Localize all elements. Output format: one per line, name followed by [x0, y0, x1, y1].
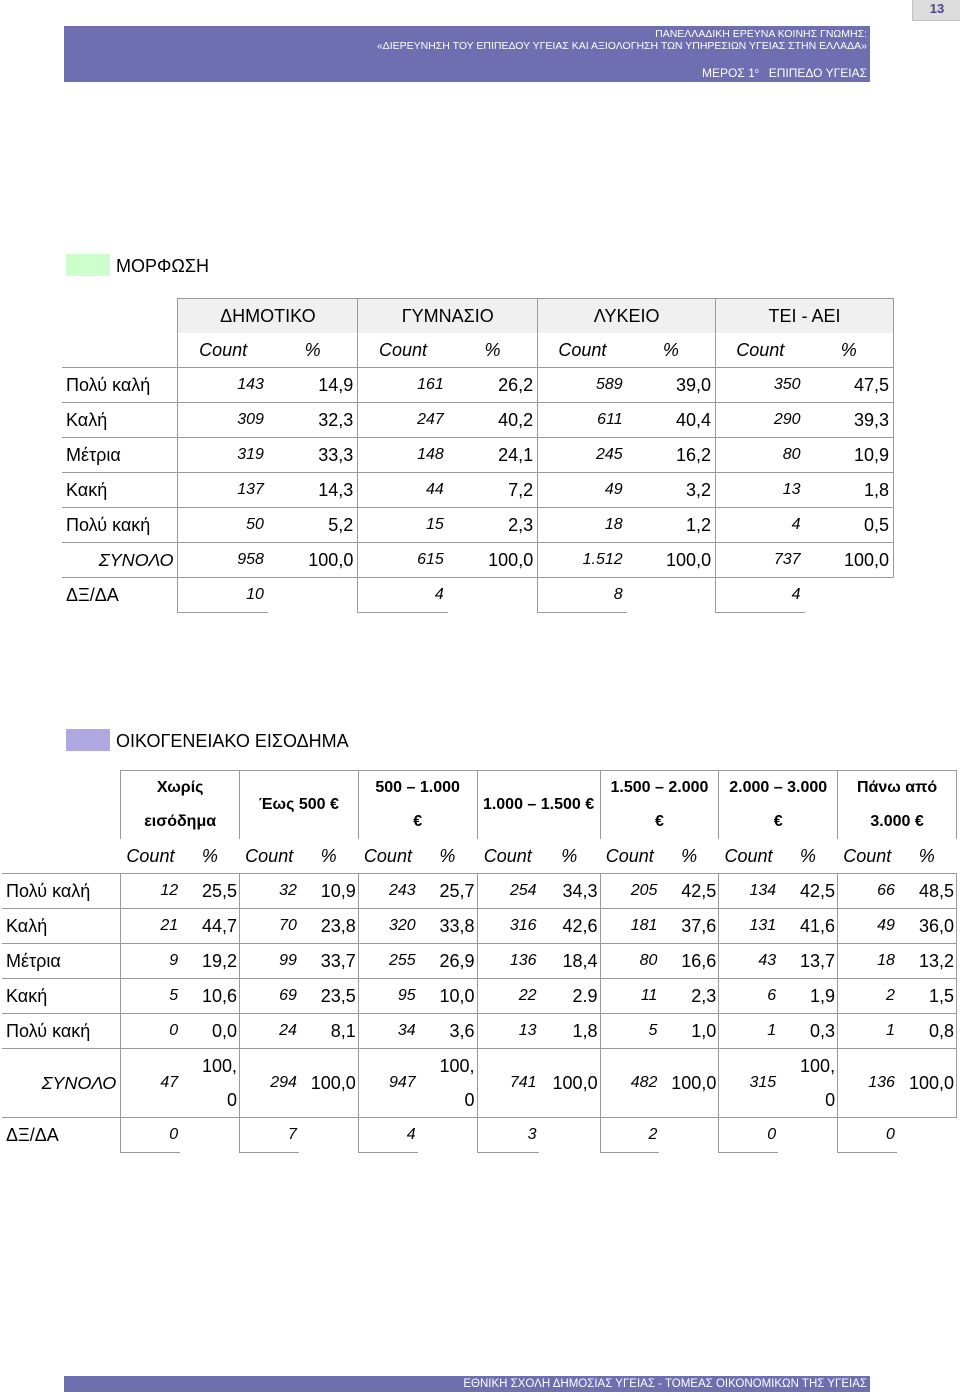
count-cell: 95	[358, 979, 417, 1014]
percent-cell: 39,3	[805, 403, 894, 438]
na-count-cell: 4	[358, 1118, 417, 1153]
row-label: Καλή	[2, 909, 121, 944]
count-cell: 1	[719, 1014, 778, 1049]
count-cell: 181	[600, 909, 659, 944]
education-table	[62, 298, 894, 613]
percent-header: %	[448, 333, 538, 368]
count-cell: 5	[121, 979, 180, 1014]
percent-cell: 3,2	[627, 473, 716, 508]
percent-cell: 34,3	[539, 874, 601, 909]
income-group-label: Έως 500 €	[258, 796, 339, 813]
income-group-label-top: Πάνω από	[856, 779, 938, 796]
corner-cell	[62, 299, 178, 334]
percent-cell: 0,8	[897, 1014, 957, 1049]
count-cell: 137	[178, 473, 268, 508]
income-table	[2, 770, 957, 1153]
percent-header: %	[439, 845, 456, 866]
percent-cell: 23,8	[299, 909, 358, 944]
group-header: ΛΥΚΕΙΟ	[538, 299, 716, 334]
percent-cell: 2,3	[659, 979, 718, 1014]
section-title-education: ΜΟΡΦΩΣΗ	[116, 256, 209, 276]
row-label: Κακή	[2, 979, 121, 1014]
na-row	[2, 1118, 957, 1153]
count-cell: 143	[178, 368, 268, 403]
table-row	[62, 508, 894, 543]
header-part-suffix: ΕΠΙΠΕΔΟ ΥΓΕΙΑΣ	[768, 66, 867, 80]
count-cell: 11	[600, 979, 659, 1014]
total-percent-cell: 100,0	[448, 543, 538, 578]
percent-header: %	[918, 845, 935, 866]
section-marker-income	[66, 729, 110, 751]
count-header: Count	[126, 845, 175, 866]
income-group-label-bottom: εισόδημα	[144, 813, 217, 830]
percent-cell: 33,7	[299, 944, 358, 979]
na-empty-cell	[539, 1118, 601, 1153]
count-cell: 5	[600, 1014, 659, 1049]
total-row	[62, 543, 894, 578]
header-survey-title: ΠΑΝΕΛΛΑΔΙΚΗ ΕΡΕΥΝΑ ΚΟΙΝΗΣ ΓΝΩΜΗΣ:	[655, 28, 867, 40]
count-cell: 1	[838, 1014, 897, 1049]
count-cell: 247	[358, 403, 448, 438]
count-cell: 12	[121, 874, 180, 909]
income-group-header	[600, 771, 719, 840]
count-header: Count	[483, 845, 532, 866]
percent-header: %	[681, 845, 698, 866]
header-part-sup: ο	[754, 68, 759, 75]
percent-cell: 10,6	[180, 979, 239, 1014]
count-cell: 49	[538, 473, 627, 508]
na-count-cell: 0	[838, 1118, 897, 1153]
count-cell: 290	[716, 403, 805, 438]
table-row	[62, 438, 894, 473]
na-label: ΔΞ/ΔΑ	[2, 1118, 121, 1153]
percent-cell: 1,0	[659, 1014, 718, 1049]
count-cell: 22	[477, 979, 539, 1014]
percent-cell: 23,5	[299, 979, 358, 1014]
percent-cell: 44,7	[180, 909, 239, 944]
total-count-cell: 741	[477, 1049, 539, 1118]
corner-cell	[2, 839, 121, 874]
total-percent-cell: 100,0	[299, 1049, 358, 1118]
count-cell: 4	[716, 508, 805, 543]
count-cell: 134	[719, 874, 778, 909]
percent-cell: 2,3	[448, 508, 538, 543]
count-cell: 254	[477, 874, 539, 909]
row-label: Κακή	[62, 473, 178, 508]
table-row	[2, 874, 957, 909]
count-cell: 13	[716, 473, 805, 508]
na-row	[62, 578, 894, 613]
percent-cell: 37,6	[659, 909, 718, 944]
percent-header: %	[627, 333, 716, 368]
na-count-cell: 0	[719, 1118, 778, 1153]
percent-cell: 1,8	[539, 1014, 601, 1049]
percent-cell: 41,6	[778, 909, 837, 944]
section-title-income: ΟΙΚΟΓΕΝΕΙΑΚΟ ΕΙΣΟΔΗΜΑ	[116, 731, 349, 751]
na-count-cell: 2	[600, 1118, 659, 1153]
na-empty-cell	[418, 1118, 477, 1153]
count-cell: 43	[719, 944, 778, 979]
percent-header: %	[805, 333, 894, 368]
na-count-cell: 0	[121, 1118, 180, 1153]
count-header: Count	[716, 333, 805, 368]
percent-cell: 16,2	[627, 438, 716, 473]
na-count-cell: 10	[178, 578, 268, 613]
na-count-cell: 4	[358, 578, 448, 613]
percent-cell: 5,2	[268, 508, 358, 543]
header-part-prefix: ΜΕΡΟΣ 1	[702, 66, 755, 80]
count-cell: 50	[178, 508, 268, 543]
percent-cell: 26,9	[418, 944, 477, 979]
percent-cell: 0,5	[805, 508, 894, 543]
header-part	[702, 65, 867, 80]
income-group-header	[838, 771, 957, 840]
total-count-cell: 947	[358, 1049, 417, 1118]
count-cell: 32	[240, 874, 299, 909]
count-cell: 80	[600, 944, 659, 979]
count-cell: 350	[716, 368, 805, 403]
total-count-cell: 737	[716, 543, 805, 578]
count-cell: 589	[538, 368, 627, 403]
group-header-row	[62, 299, 894, 334]
percent-cell: 42,6	[539, 909, 601, 944]
table-row	[62, 368, 894, 403]
income-group-header	[121, 771, 240, 840]
count-cell: 255	[358, 944, 417, 979]
subheader-row	[62, 333, 894, 368]
percent-cell: 10,9	[299, 874, 358, 909]
count-cell: 49	[838, 909, 897, 944]
count-cell: 319	[178, 438, 268, 473]
total-percent-cell: 100, 0	[418, 1049, 477, 1118]
document-header	[64, 26, 870, 82]
count-cell: 136	[477, 944, 539, 979]
count-cell: 2	[838, 979, 897, 1014]
total-count-cell: 136	[838, 1049, 897, 1118]
percent-cell: 42,5	[778, 874, 837, 909]
group-header-row	[2, 771, 957, 840]
percent-cell: 33,3	[268, 438, 358, 473]
document-footer	[64, 1376, 870, 1392]
percent-cell: 0,0	[180, 1014, 239, 1049]
na-empty-cell	[268, 578, 358, 613]
count-cell: 66	[838, 874, 897, 909]
income-group-header	[240, 771, 359, 840]
table-row	[62, 473, 894, 508]
count-cell: 205	[600, 874, 659, 909]
total-count-cell: 958	[178, 543, 268, 578]
na-count-cell: 8	[538, 578, 627, 613]
row-label: Μέτρια	[2, 944, 121, 979]
percent-cell: 10,0	[418, 979, 477, 1014]
group-header: ΤΕΙ - ΑΕΙ	[716, 299, 894, 334]
na-count-cell: 7	[240, 1118, 299, 1153]
total-percent-cell: 100,0	[627, 543, 716, 578]
table-row	[2, 909, 957, 944]
percent-cell: 42,5	[659, 874, 718, 909]
page-number: 13	[912, 0, 960, 21]
count-cell: 161	[358, 368, 448, 403]
count-cell: 44	[358, 473, 448, 508]
count-header: Count	[538, 333, 627, 368]
percent-header: %	[561, 845, 578, 866]
percent-cell: 10,9	[805, 438, 894, 473]
total-percent-cell: 100,0	[539, 1049, 601, 1118]
count-header: Count	[605, 845, 654, 866]
na-label: ΔΞ/ΔΑ	[62, 578, 178, 613]
percent-header: %	[799, 845, 816, 866]
count-cell: 70	[240, 909, 299, 944]
percent-cell: 32,3	[268, 403, 358, 438]
na-empty-cell	[180, 1118, 239, 1153]
table-row	[62, 403, 894, 438]
count-cell: 18	[838, 944, 897, 979]
percent-header: %	[320, 845, 337, 866]
count-cell: 99	[240, 944, 299, 979]
count-header: Count	[358, 333, 448, 368]
percent-cell: 8,1	[299, 1014, 358, 1049]
percent-cell: 39,0	[627, 368, 716, 403]
na-count-cell: 3	[477, 1118, 539, 1153]
percent-cell: 13,7	[778, 944, 837, 979]
count-cell: 148	[358, 438, 448, 473]
na-count-cell: 4	[716, 578, 805, 613]
percent-cell: 16,6	[659, 944, 718, 979]
na-empty-cell	[448, 578, 538, 613]
percent-cell: 40,4	[627, 403, 716, 438]
subheader-row	[2, 839, 957, 874]
total-count-cell: 315	[719, 1049, 778, 1118]
income-group-label-bottom: 3.000 €	[870, 813, 924, 830]
count-cell: 245	[538, 438, 627, 473]
income-group-header	[477, 771, 600, 840]
corner-cell	[62, 333, 178, 368]
count-cell: 320	[358, 909, 417, 944]
count-header: Count	[363, 845, 412, 866]
total-label: ΣΥΝΟΛΟ	[62, 543, 178, 578]
percent-cell: 26,2	[448, 368, 538, 403]
count-cell: 15	[358, 508, 448, 543]
percent-cell: 14,9	[268, 368, 358, 403]
count-cell: 80	[716, 438, 805, 473]
table-row	[2, 1014, 957, 1049]
income-group-label-bottom: €	[655, 813, 664, 830]
percent-cell: 0,3	[778, 1014, 837, 1049]
row-label: Πολύ καλή	[62, 368, 178, 403]
percent-cell: 25,7	[418, 874, 477, 909]
total-count-cell: 47	[121, 1049, 180, 1118]
row-label: Καλή	[62, 403, 178, 438]
income-group-label-top: 2.000 – 3.000	[729, 779, 828, 796]
income-group-label: 1.000 – 1.500 €	[482, 796, 595, 813]
income-group-header	[358, 771, 477, 840]
income-group-label-top: 1.500 – 2.000	[610, 779, 709, 796]
percent-cell: 2.9	[539, 979, 601, 1014]
count-cell: 13	[477, 1014, 539, 1049]
count-cell: 9	[121, 944, 180, 979]
group-header: ΔΗΜΟΤΙΚΟ	[178, 299, 358, 334]
count-cell: 316	[477, 909, 539, 944]
income-group-header	[719, 771, 838, 840]
percent-cell: 13,2	[897, 944, 957, 979]
total-count-cell: 1.512	[538, 543, 627, 578]
total-count-cell: 294	[240, 1049, 299, 1118]
percent-cell: 1,9	[778, 979, 837, 1014]
percent-cell: 33,8	[418, 909, 477, 944]
corner-cell	[2, 771, 121, 840]
table-row	[2, 944, 957, 979]
count-cell: 6	[719, 979, 778, 1014]
percent-cell: 47,5	[805, 368, 894, 403]
percent-cell: 40,2	[448, 403, 538, 438]
na-empty-cell	[299, 1118, 358, 1153]
count-cell: 24	[240, 1014, 299, 1049]
percent-cell: 1,8	[805, 473, 894, 508]
total-row	[2, 1049, 957, 1118]
percent-cell: 3,6	[418, 1014, 477, 1049]
total-percent-cell: 100, 0	[778, 1049, 837, 1118]
count-cell: 611	[538, 403, 627, 438]
income-group-label-top: 500 – 1.000	[375, 779, 460, 796]
percent-cell: 24,1	[448, 438, 538, 473]
count-cell: 131	[719, 909, 778, 944]
total-percent-cell: 100, 0	[180, 1049, 239, 1118]
count-cell: 21	[121, 909, 180, 944]
group-header: ΓΥΜΝΑΣΙΟ	[358, 299, 538, 334]
percent-cell: 18,4	[539, 944, 601, 979]
count-cell: 309	[178, 403, 268, 438]
na-empty-cell	[627, 578, 716, 613]
total-percent-cell: 100,0	[268, 543, 358, 578]
percent-cell: 25,5	[180, 874, 239, 909]
percent-cell: 1,2	[627, 508, 716, 543]
count-cell: 243	[358, 874, 417, 909]
row-label: Πολύ κακή	[2, 1014, 121, 1049]
row-label: Μέτρια	[62, 438, 178, 473]
table-row	[2, 979, 957, 1014]
percent-cell: 14,3	[268, 473, 358, 508]
percent-cell: 1,5	[897, 979, 957, 1014]
na-empty-cell	[805, 578, 894, 613]
count-header: Count	[724, 845, 773, 866]
count-cell: 18	[538, 508, 627, 543]
count-cell: 69	[240, 979, 299, 1014]
percent-cell: 7,2	[448, 473, 538, 508]
row-label: Πολύ κακή	[62, 508, 178, 543]
total-count-cell: 482	[600, 1049, 659, 1118]
na-empty-cell	[778, 1118, 837, 1153]
income-group-label-top: Χωρίς	[156, 779, 204, 796]
count-cell: 34	[358, 1014, 417, 1049]
total-label: ΣΥΝΟΛΟ	[2, 1049, 121, 1118]
count-cell: 0	[121, 1014, 180, 1049]
count-header: Count	[245, 845, 294, 866]
na-empty-cell	[659, 1118, 718, 1153]
row-label: Πολύ καλή	[2, 874, 121, 909]
footer-text: ΕΘΝΙΚΗ ΣΧΟΛΗ ΔΗΜΟΣΙΑΣ ΥΓΕΙΑΣ - ΤΟΜΕΑΣ ΟΙΚΟΝΟΜΙΚΩΝ ΤΗΣ ΥΓΕΙΑΣ	[463, 1378, 867, 1390]
total-percent-cell: 100,0	[805, 543, 894, 578]
income-group-label-bottom: €	[413, 813, 423, 830]
percent-header: %	[201, 845, 218, 866]
percent-cell: 36,0	[897, 909, 957, 944]
header-survey-subtitle: «ΔΙΕΡΕΥΝΗΣΗ ΤΟΥ ΕΠΙΠΕΔΟΥ ΥΓΕΙΑΣ ΚΑΙ ΑΞΙΟΛΟΓΗΣΗ ΤΩΝ ΥΠΗΡΕΣΙΩΝ ΥΓΕΙΑΣ ΣΤΗΝ ΕΛΛΑΔΑ»	[376, 40, 867, 52]
section-marker-education	[66, 254, 110, 276]
count-header: Count	[843, 845, 892, 866]
total-percent-cell: 100,0	[659, 1049, 718, 1118]
count-header: Count	[178, 333, 268, 368]
total-count-cell: 615	[358, 543, 448, 578]
total-percent-cell: 100,0	[897, 1049, 957, 1118]
percent-cell: 19,2	[180, 944, 239, 979]
income-group-label-bottom: €	[773, 813, 783, 830]
na-empty-cell	[897, 1118, 957, 1153]
percent-cell: 48,5	[897, 874, 957, 909]
percent-header: %	[268, 333, 358, 368]
